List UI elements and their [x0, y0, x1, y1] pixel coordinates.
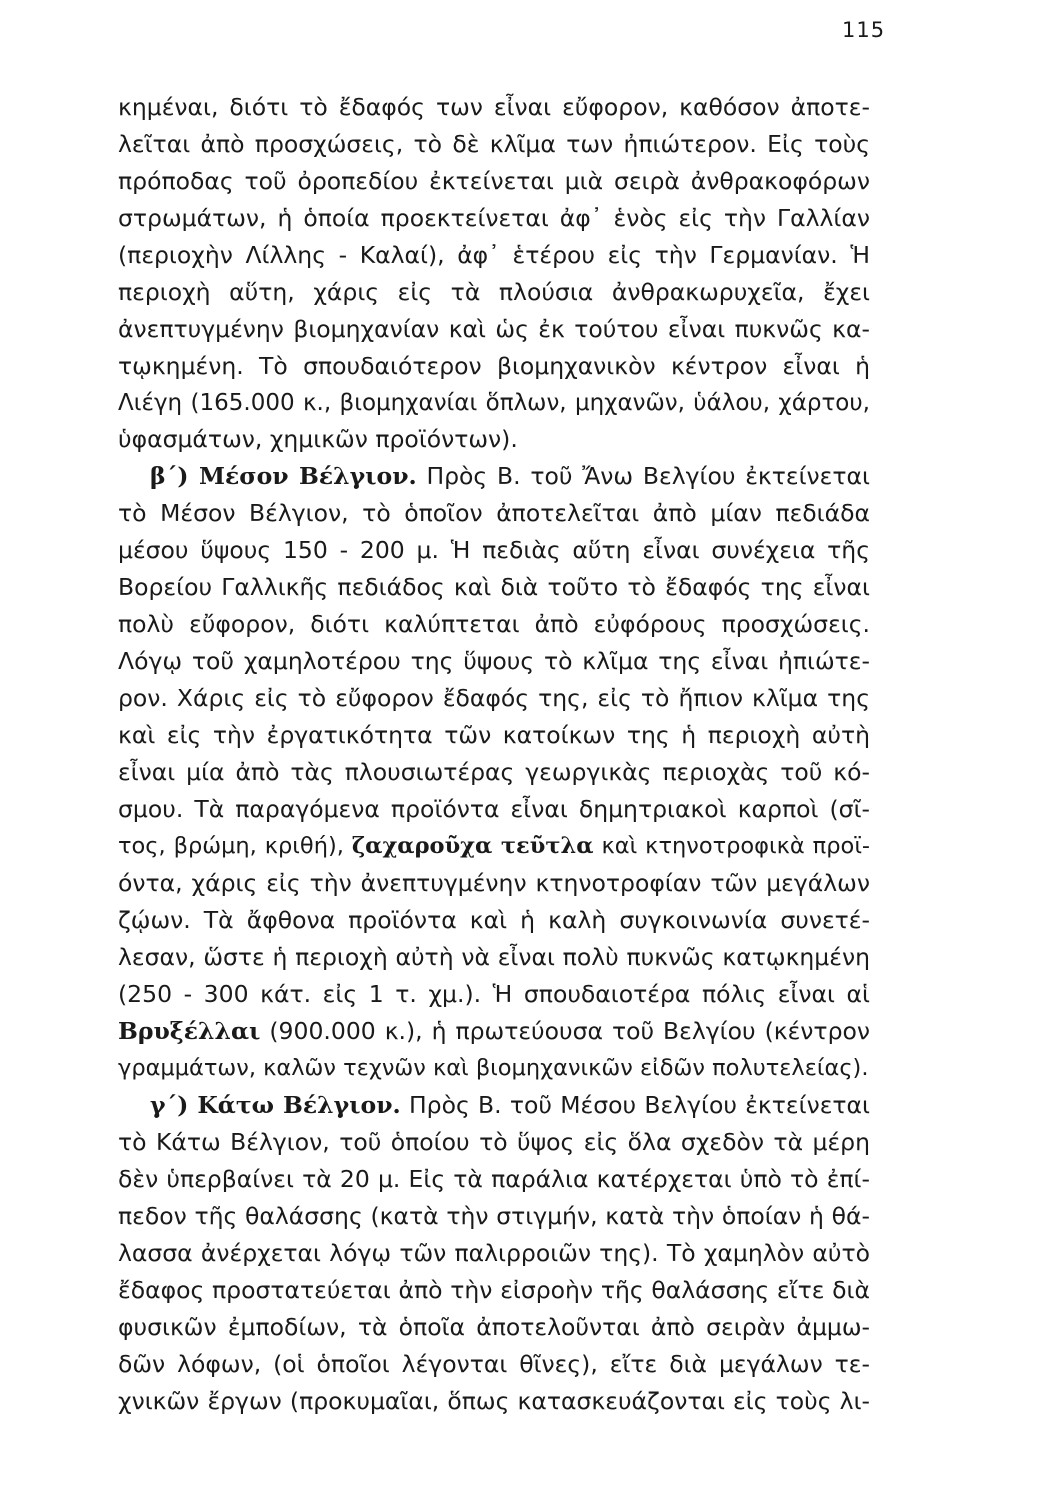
text-line: περιοχὴ αὕτη, χάρις εἰς τὰ πλούσια ἀνθρακωρυχεῖα, ἔχει	[118, 278, 870, 306]
text-line: πρόποδας τοῦ ὀροπεδίου ἐκτείνεται μιὰ σειρὰ ἀνθρακοφόρων	[118, 167, 870, 195]
text-line: Βορείου Γαλλικῆς πεδιάδος καὶ διὰ τοῦτο τὸ ἔδαφός της εἶναι	[118, 573, 870, 601]
text-line: Λιέγη (165.000 κ., βιομηχανίαι ὅπλων, μηχανῶν, ὑάλου, χάρτου,	[118, 390, 870, 416]
text-line: ρον. Χάρις εἰς τὸ εὔφορον ἔδαφός της, εἰς τὸ ἤπιον κλῖμα της	[118, 684, 870, 712]
text-line: μέσου ὕψους 150 - 200 μ. Ἡ πεδιὰς αὕτη εἶναι συνέχεια τῆς	[118, 536, 870, 564]
text-line: πεδον τῆς θαλάσσης (κατὰ τὴν στιγμήν, κατὰ τὴν ὁποίαν ἡ θά-	[118, 1202, 870, 1230]
text-line: πολὺ εὔφορον, διότι καλύπτεται ἀπὸ εὐφόρους προσχώσεις.	[118, 610, 870, 638]
section-b-first-line-text: Πρὸς Β. τοῦ Ἄνω Βελγίου ἐκτείνεται	[426, 462, 870, 490]
section-b-heading: β΄) Μέσον Βέλγιον.	[150, 462, 417, 490]
text-line-sugar-beets	[118, 831, 870, 861]
text-line: Λόγῳ τοῦ χαμηλοτέρου της ὕψους τὸ κλῖμα της εἶναι ἠπιώτε-	[118, 647, 870, 675]
text-line: δὲν ὑπερβαίνει τὰ 20 μ. Εἰς τὰ παράλια κατέρχεται ὑπὸ τὸ ἐπί-	[118, 1165, 870, 1193]
text-line: δῶν λόφων, (οἱ ὁποῖοι λέγονται θῖνες), εἴτε διὰ μεγάλων τε-	[118, 1350, 870, 1378]
text-line: τὸ Κάτω Βέλγιον, τοῦ ὁποίου τὸ ὕψος εἰς ὅλα σχεδὸν τὰ μέρη	[118, 1128, 870, 1156]
section-c-first-line-text: Πρὸς Β. τοῦ Μέσου Βελγίου ἐκτείνεται	[409, 1091, 870, 1119]
text-line: στρωμάτων, ἡ ὁποία προεκτείνεται ἀφ᾽ ἑνὸς εἰς τὴν Γαλλίαν	[118, 204, 870, 232]
section-c-heading: γ΄) Κάτω Βέλγιον.	[150, 1091, 401, 1119]
section-b-first-line	[150, 461, 870, 491]
text-line: λεσαν, ὥστε ἡ περιοχὴ αὐτὴ νὰ εἶναι πολὺ πυκνῶς κατῳκημένη	[118, 943, 870, 971]
text-segment: καὶ κτηνοτροφικὰ προϊ-	[601, 833, 870, 859]
text-line: κημέναι, διότι τὸ ἔδαφός των εἶναι εὔφορον, καθόσον ἀποτε-	[118, 93, 870, 121]
text-line: τῳκημένη. Τὸ σπουδαιότερον βιομηχανικὸν κέντρον εἶναι ἡ	[118, 352, 870, 380]
text-line: σμου. Τὰ παραγόμενα προϊόντα εἶναι δημητριακοὶ καρποὶ (σῖ-	[118, 795, 870, 823]
text-line: όντα, χάρις εἰς τὴν ἀνεπτυγμένην κτηνοτροφίαν τῶν μεγάλων	[118, 869, 870, 897]
text-line: εἶναι μία ἀπὸ τὰς πλουσιωτέρας γεωργικὰς περιοχὰς τοῦ κό-	[118, 758, 870, 786]
text-line: τὸ Μέσον Βέλγιον, τὸ ὁποῖον ἀποτελεῖται ἀπὸ μίαν πεδιάδα	[118, 499, 870, 527]
text-segment: τος, βρώμη, κριθή),	[118, 833, 344, 859]
text-line: καὶ εἰς τὴν ἐργατικότητα τῶν κατοίκων της ἡ περιοχὴ αὐτὴ	[118, 721, 870, 749]
text-line: ἀνεπτυγμένην βιομηχανίαν καὶ ὡς ἐκ τούτου εἶναι πυκνῶς κα-	[118, 315, 870, 343]
emphasis-sugar-beets: ζαχαροῦχα τεῦτλα	[351, 833, 594, 859]
text-line: ὑφασμάτων, χημικῶν προϊόντων).	[118, 425, 518, 453]
text-line: λεῖται ἀπὸ προσχώσεις, τὸ δὲ κλῖμα των ἠπιώτερον. Εἰς τοὺς	[118, 130, 870, 158]
text-line-brussels	[118, 1016, 870, 1046]
text-line: ἔδαφος προστατεύεται ἀπὸ τὴν εἰσροὴν τῆς θαλάσσης εἴτε διὰ	[118, 1276, 870, 1304]
text-line: φυσικῶν ἐμποδίων, τὰ ὁποῖα ἀποτελοῦνται ἀπὸ σειρὰν ἀμμω-	[118, 1313, 870, 1341]
text-segment: (900.000 κ.), ἡ πρωτεύουσα τοῦ Βελγίου (κέντρον	[269, 1017, 870, 1045]
page-number: 115	[842, 18, 886, 42]
text-line: (250 - 300 κάτ. εἰς 1 τ. χμ.). Ἡ σπουδαιοτέρα πόλις εἶναι αἱ	[118, 980, 870, 1008]
text-line: ζῴων. Τὰ ἄφθονα προϊόντα καὶ ἡ καλὴ συγκοινωνία συνετέ-	[118, 906, 870, 934]
text-line: γραμμάτων, καλῶν τεχνῶν καὶ βιομηχανικῶν εἰδῶν πολυτελείας).	[118, 1055, 869, 1081]
section-c-first-line	[150, 1090, 870, 1120]
text-line: (περιοχὴν Λίλλης - Καλαί), ἀφ᾽ ἑτέρου εἰς τὴν Γερμανίαν. Ἡ	[118, 241, 870, 269]
text-line: χνικῶν ἔργων (προκυμαῖαι, ὅπως κατασκευάζονται εἰς τοὺς λι-	[118, 1387, 870, 1415]
text-line: λασσα ἀνέρχεται λόγῳ τῶν παλιρροιῶν της). Τὸ χαμηλὸν αὐτὸ	[118, 1239, 870, 1267]
emphasis-brussels: Βρυξέλλαι	[118, 1017, 261, 1045]
